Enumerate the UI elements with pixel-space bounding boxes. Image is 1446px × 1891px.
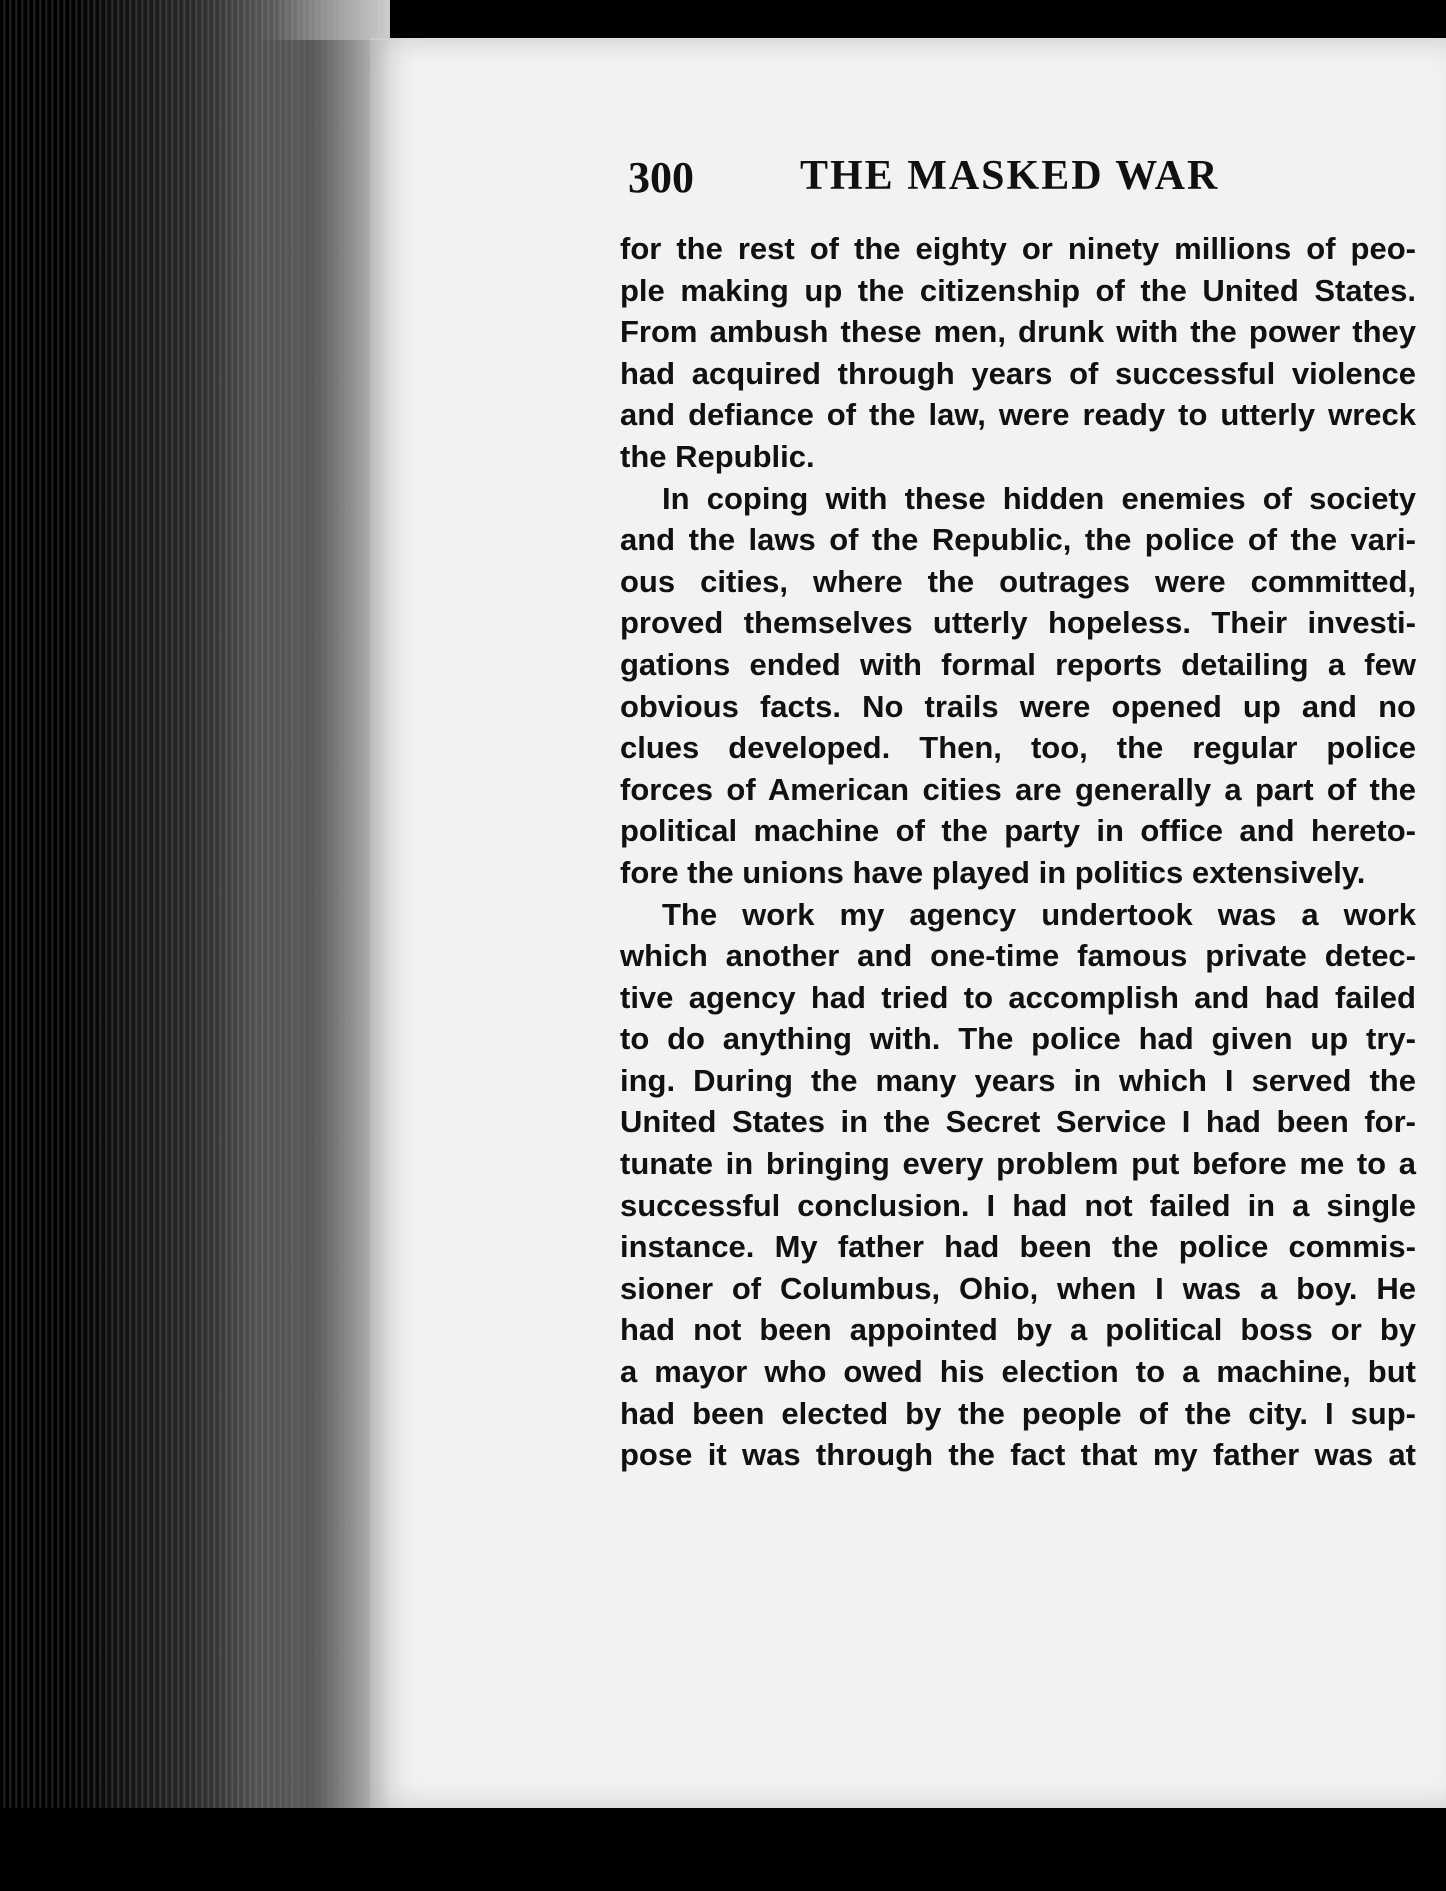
text-line: a mayor who owed his election to a machine, but: [620, 1354, 1416, 1390]
text-line: The work my agency undertook was a work: [662, 896, 1416, 932]
text-line: proved themselves utterly hopeless. Their investi-: [620, 605, 1416, 641]
text-line: clues developed. Then, too, the regular police: [620, 730, 1416, 766]
text-line: In coping with these hidden enemies of society: [662, 480, 1416, 516]
text-line: and the laws of the Republic, the police of the vari-: [620, 522, 1416, 558]
text-line: had acquired through years of successful violence: [620, 355, 1416, 391]
text-line: and defiance of the law, were ready to utterly wreck: [620, 397, 1416, 433]
running-head: [628, 152, 1428, 212]
gutter-shadow: [260, 40, 390, 1810]
text-line: fore the unions have played in politics extensively.: [620, 854, 1366, 890]
text-line: ing. During the many years in which I served the: [620, 1062, 1416, 1098]
text-line: had been elected by the people of the city. I sup-: [620, 1395, 1416, 1431]
page-number: 300: [628, 153, 694, 202]
text-line: sioner of Columbus, Ohio, when I was a boy. He: [620, 1270, 1416, 1306]
text-line: successful conclusion. I had not failed in a single: [620, 1187, 1416, 1223]
text-line: forces of American cities are generally a part of the: [620, 771, 1416, 807]
text-line: tunate in bringing every problem put before me to a: [620, 1146, 1416, 1182]
book-title: THE MASKED WAR: [800, 153, 1220, 199]
body-text: [620, 228, 1416, 1476]
text-line: had not been appointed by a political boss or by: [620, 1312, 1416, 1348]
text-line: instance. My father had been the police commis-: [620, 1229, 1416, 1265]
text-line: ple making up the citizenship of the United States.: [620, 272, 1416, 308]
text-line: to do anything with. The police had given up try-: [620, 1021, 1416, 1057]
text-line: From ambush these men, drunk with the power they: [620, 314, 1416, 350]
text-line: which another and one-time famous private detec-: [620, 938, 1416, 974]
text-line: for the rest of the eighty or ninety millions of peo-: [620, 231, 1416, 266]
text-line: obvious facts. No trails were opened up and no: [620, 688, 1416, 724]
scan-bottom-border: [0, 1808, 1446, 1891]
text-line: political machine of the party in office and hereto-: [620, 813, 1416, 849]
text-line: ous cities, where the outrages were committed,: [620, 563, 1416, 599]
text-line: gations ended with formal reports detailing a few: [620, 646, 1416, 682]
text-line: United States in the Secret Service I had been for-: [620, 1104, 1416, 1140]
text-line: tive agency had tried to accomplish and had failed: [620, 979, 1416, 1015]
text-line: the Republic.: [620, 438, 815, 474]
text-line: pose it was through the fact that my father was at: [620, 1437, 1416, 1473]
